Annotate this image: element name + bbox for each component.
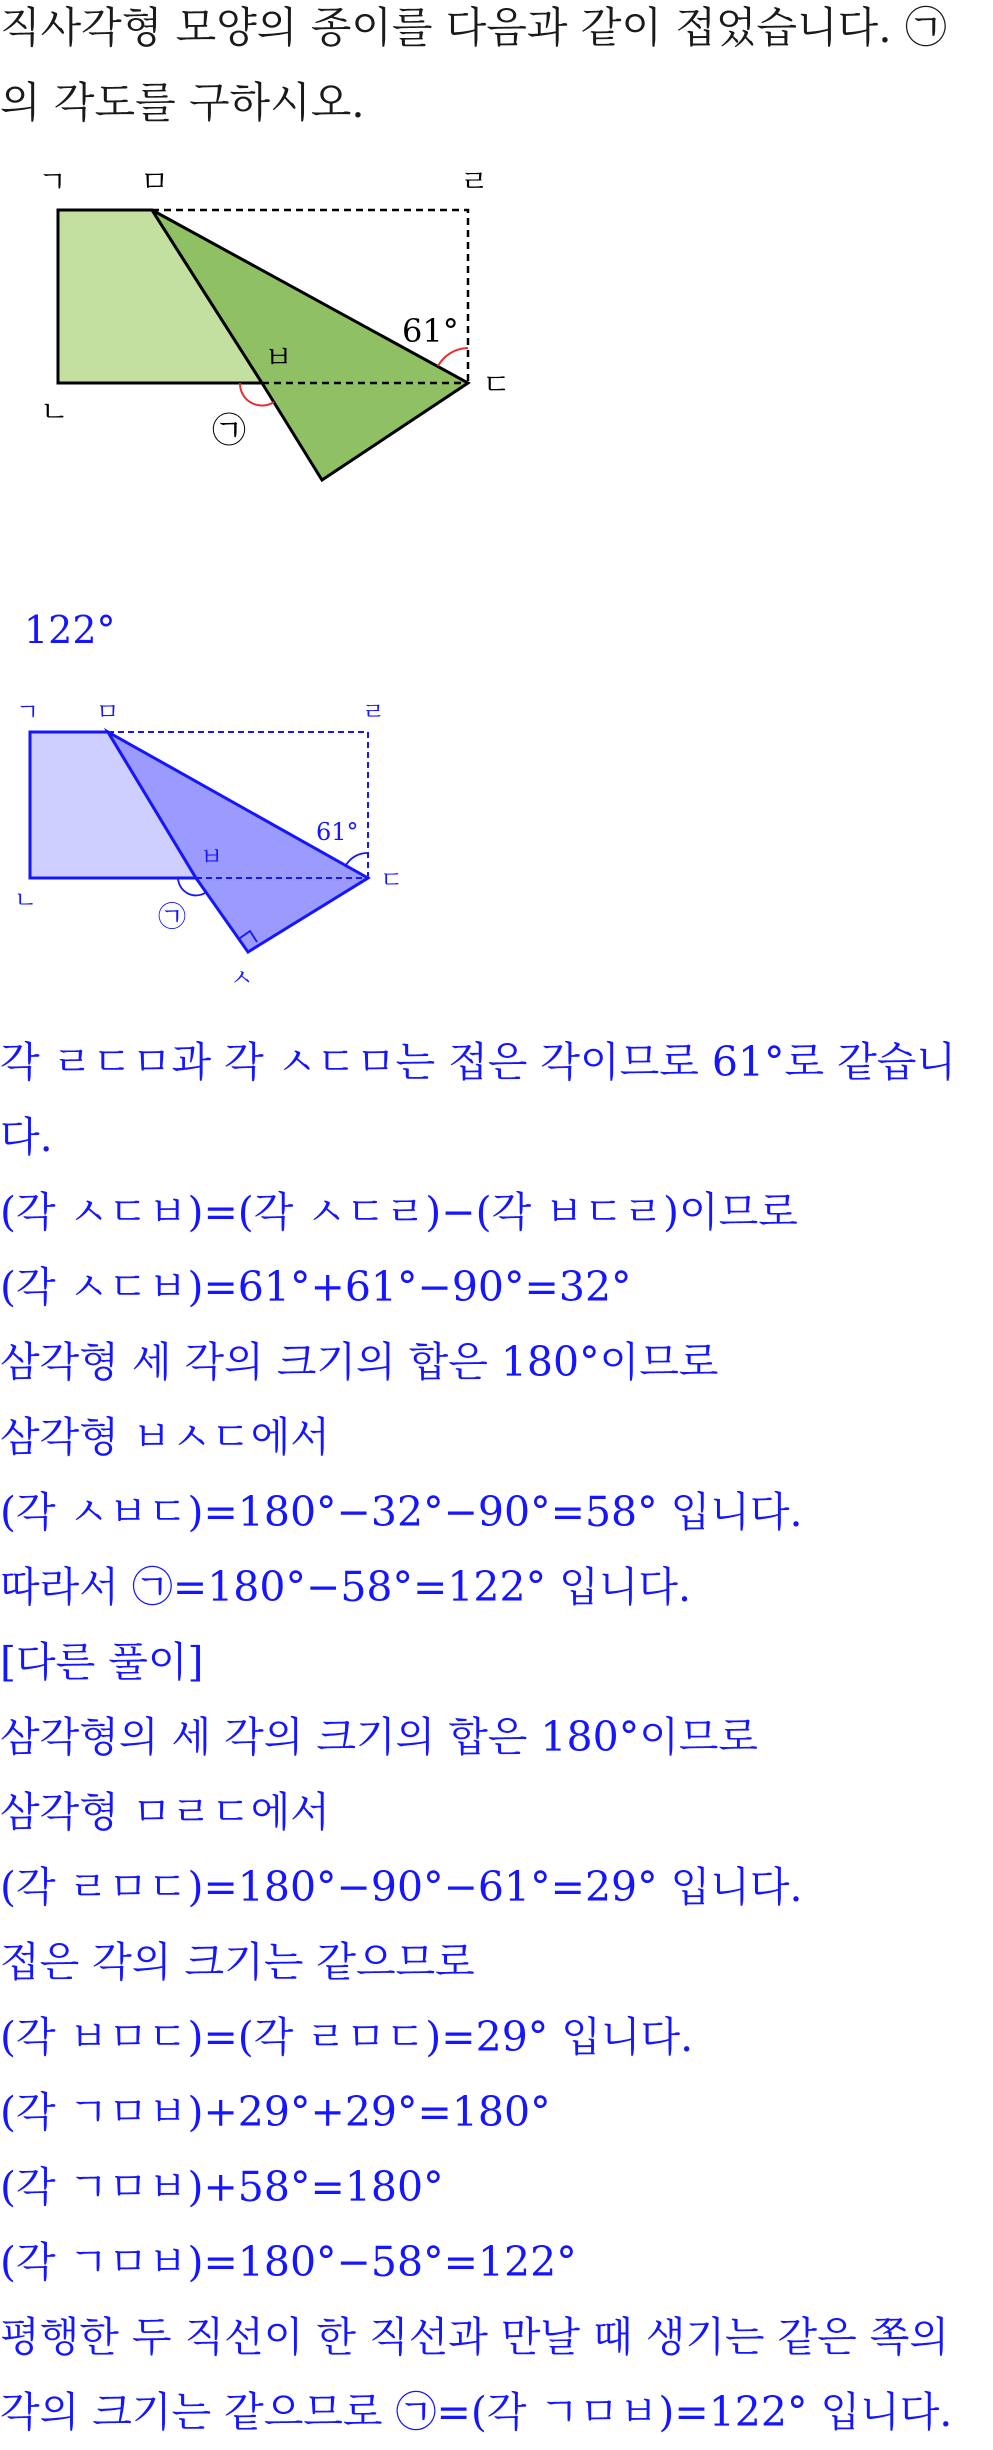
angle-61-label-2: 61° (316, 818, 359, 846)
solution-line: 삼각형 ㅁㄹㄷ에서 (0, 1788, 330, 1836)
label-e: ㅁ (140, 165, 169, 200)
label-b-2: ㄴ (14, 886, 38, 914)
answer: 122° (24, 608, 116, 652)
solution-line: (각 ㅂㅁㄷ)=(각 ㄹㅁㄷ)=29° 입니다. (0, 2013, 694, 2061)
angle-target-label-2: ㉠ (158, 900, 187, 933)
question-line-2: 의 각도를 구하시오. (0, 78, 365, 127)
label-f-2: ㅂ (200, 843, 224, 871)
label-c-2: ㄷ (380, 866, 404, 894)
label-e-2: ㅁ (96, 698, 120, 726)
label-g-2: ㅅ (230, 964, 254, 992)
angle-61-label: 61° (402, 312, 459, 350)
label-a: ㄱ (38, 165, 67, 200)
angle-target-label: ㉠ (212, 411, 246, 451)
solution-line: (각 ㅅㄷㅂ)=61°+61°−90°=32° (0, 1263, 632, 1311)
solution-line: 각의 크기는 같으므로 ㉠=(각 ㄱㅁㅂ)=122° 입니다. (0, 2388, 953, 2436)
solution-line: 삼각형의 세 각의 크기의 합은 180°이므로 (0, 1713, 759, 1761)
solution-line: 삼각형 세 각의 크기의 합은 180°이므로 (0, 1338, 719, 1386)
solution-line: 접은 각의 크기는 같으므로 (0, 1938, 475, 1986)
solution-line: (각 ㄱㅁㅂ)=180°−58°=122° (0, 2238, 577, 2286)
solution-line: (각 ㄱㅁㅂ)+58°=180° (0, 2163, 444, 2211)
question-line-1: 직사각형 모양의 종이를 다음과 같이 접었습니다. ㉠ (0, 3, 947, 52)
solution-line: (각 ㄱㅁㅂ)+29°+29°=180° (0, 2088, 551, 2136)
angle-61-arc (438, 348, 468, 366)
label-d: ㄹ (460, 165, 489, 200)
label-b: ㄴ (40, 395, 69, 430)
solution-line: [다른 풀이] (0, 1638, 204, 1686)
angle-61-arc-2 (346, 853, 368, 865)
solution-line: 다. (0, 1113, 53, 1161)
solution-line: (각 ㄹㅁㄷ)=180°−90°−61°=29° 입니다. (0, 1863, 803, 1911)
label-f: ㅂ (264, 341, 293, 376)
solution-text (0, 1025, 993, 2450)
solution-line: (각 ㅅㄷㅂ)=(각 ㅅㄷㄹ)−(각 ㅂㄷㄹ)이므로 (0, 1188, 798, 1236)
solution-line: 평행한 두 직선이 한 직선과 만날 때 생기는 같은 쪽의 (0, 2313, 950, 2361)
label-c: ㄷ (482, 368, 511, 403)
solution-figure (0, 690, 420, 1000)
label-a-2: ㄱ (16, 698, 40, 726)
folded-rectangle-figure (0, 150, 560, 510)
solution-line: 삼각형 ㅂㅅㄷ에서 (0, 1413, 330, 1461)
label-d-2: ㄹ (362, 698, 386, 726)
solution-line: 각 ㄹㄷㅁ과 각 ㅅㄷㅁ는 접은 각이므로 61°로 같습니 (0, 1038, 957, 1086)
solution-line: 따라서 ㉠=180°−58°=122° 입니다. (0, 1563, 691, 1611)
solution-line: (각 ㅅㅂㄷ)=180°−32°−90°=58° 입니다. (0, 1488, 803, 1536)
